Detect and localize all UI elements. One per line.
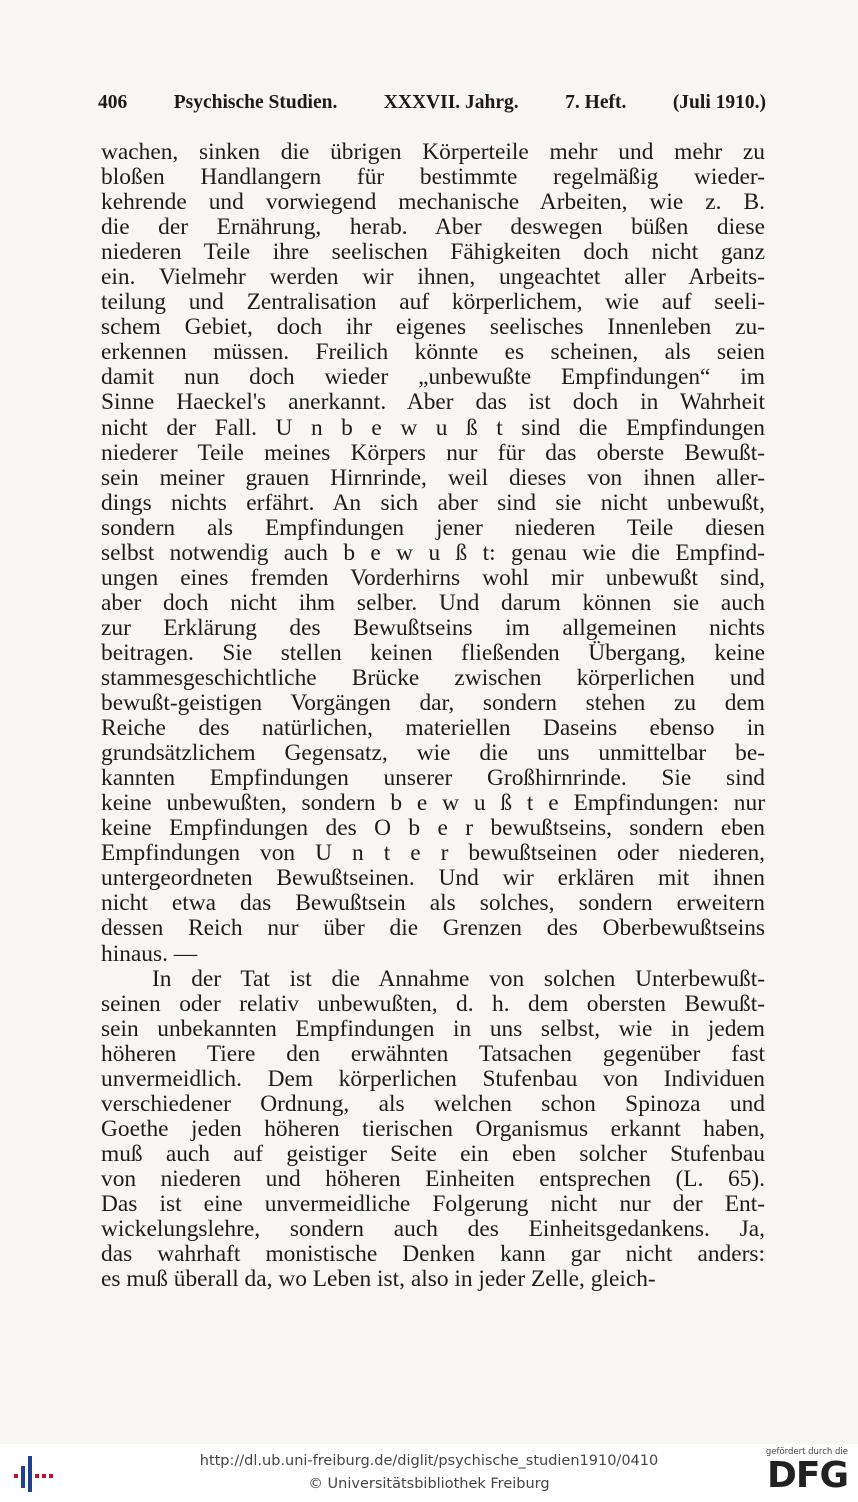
text-line: es muß überall da, wo Leben ist, also in jeder Zelle, gleich- (101, 1267, 656, 1293)
text-line: dessen Reich nur über die Grenzen des Oberbewußtseins (101, 916, 765, 942)
text-line: erkennen müssen. Freilich könnte es scheinen, als seien (101, 340, 765, 366)
viewer-footer (0, 1444, 858, 1502)
text-line: ein. Vielmehr werden wir ihnen, ungeachtet aller Arbeits- (101, 265, 765, 291)
running-header (98, 92, 766, 114)
volume-label: XXXVII. Jahrg. (383, 92, 519, 113)
text-line: aber doch nicht ihm selber. Und darum können sie auch (101, 590, 765, 616)
text-line: kannten Empfindungen unserer Großhirnrinde. Sie sind (101, 766, 765, 792)
text-line: niederen Teile ihre seelischen Fähigkeiten doch nicht ganz (101, 240, 765, 266)
body-text (101, 140, 765, 1292)
text-line: seinen oder relativ unbewußten, d. h. dem obersten Bewußt- (101, 991, 765, 1017)
text-line: kehrende und vorwiegend mechanische Arbeiten, wie z. B. (101, 190, 765, 216)
text-line: selbst notwendig auch b e w u ß t: genau wie die Empfind- (101, 540, 765, 566)
text-line: muß auch auf geistiger Seite ein eben solcher Stufenbau (101, 1141, 765, 1167)
text-line: bloßen Handlangern für bestimmte regelmäßig wieder- (101, 165, 765, 191)
text-line: In der Tat ist die Annahme von solchen Unterbewußt- (152, 966, 765, 992)
issue-date: (Juli 1910.) (672, 92, 766, 113)
text-line: grundsätzlichem Gegensatz, wie die uns unmittelbar be- (101, 741, 765, 767)
text-line: Goethe jeden höheren tierischen Organismus erkannt haben, (101, 1116, 765, 1142)
text-line: niederer Teile meines Körpers nur für das oberste Bewußt- (101, 440, 765, 466)
text-line: nicht etwa das Bewußtsein als solches, sondern erweitern (101, 891, 765, 917)
text-line: hinaus. — (101, 941, 198, 967)
text-line: Sinne Haeckel's anerkannt. Aber das ist doch in Wahrheit (101, 390, 765, 416)
text-line: untergeordneten Bewußtseinen. Und wir erklären mit ihnen (101, 866, 765, 892)
text-line: Reiche des natürlichen, materiellen Daseins ebenso in (101, 716, 765, 742)
text-line: zur Erklärung des Bewußtseins im allgemeinen nichts (101, 615, 765, 641)
page-number: 406 (98, 92, 128, 113)
text-line: sondern als Empfindungen jener niederen Teile diesen (101, 515, 765, 541)
text-line: verschiedener Ordnung, als welchen schon Spinoza und (101, 1091, 765, 1117)
text-line: damit nun doch wieder „unbewußte Empfindungen“ im (101, 365, 765, 391)
text-line: keine Empfindungen des O b e r bewußtseins, sondern eben (101, 816, 765, 842)
text-line: nicht der Fall. U n b e w u ß t sind die Empfindungen (101, 415, 765, 441)
text-line: teilung und Zentralisation auf körperlichem, wie auf seeli- (101, 290, 765, 316)
issue-label: 7. Heft. (565, 92, 627, 113)
source-url[interactable]: http://dl.ub.uni-freiburg.de/diglit/psychische_studien1910/0410 (199, 1453, 659, 1469)
dfg-logo: DFG (766, 1455, 848, 1496)
text-line: sein unbekannten Empfindungen in uns selbst, wie in jedem (101, 1016, 765, 1042)
sponsor-note: gefördert durch die (765, 1447, 848, 1457)
text-line: sein meiner grauen Hirnrinde, weil dieses von ihnen aller- (101, 465, 765, 491)
text-line: stammesgeschichtliche Brücke zwischen körperlichen und (101, 665, 765, 691)
journal-title: Psychische Studien. (173, 92, 338, 113)
text-line: wachen, sinken die übrigen Körperteile mehr und mehr zu (101, 140, 765, 165)
text-line: ungen eines fremden Vorderhirns wohl mir unbewußt sind, (101, 565, 765, 591)
text-line: schem Gebiet, doch ihr eigenes seelisches Innenleben zu- (101, 315, 765, 341)
text-line: von niederen und höheren Einheiten entsprechen (L. 65). (101, 1166, 765, 1192)
text-line: bewußt-geistigen Vorgängen dar, sondern stehen zu dem (101, 691, 765, 717)
text-line: Das ist eine unvermeidliche Folgerung nicht nur der Ent- (101, 1191, 765, 1217)
text-line: dings nichts erfährt. An sich aber sind sie nicht unbewußt, (101, 490, 765, 516)
text-line: beitragen. Sie stellen keinen fließenden Übergang, keine (101, 640, 765, 666)
text-line: wickelungslehre, sondern auch des Einheitsgedankens. Ja, (101, 1217, 765, 1243)
text-line: das wahrhaft monistische Denken kann gar nicht anders: (101, 1242, 765, 1268)
text-line: unvermeidlich. Dem körperlichen Stufenbau von Individuen (101, 1066, 765, 1092)
text-line: Empfindungen von U n t e r bewußtseinen oder niederen, (101, 841, 765, 867)
text-line: höheren Tiere den erwähnten Tatsachen gegenüber fast (101, 1041, 765, 1067)
text-line: die der Ernährung, herab. Aber deswegen büßen diese (101, 215, 765, 241)
text-line: keine unbewußten, sondern b e w u ß t e Empfindungen: nur (101, 791, 765, 817)
copyright-notice: © Universitätsbibliothek Freiburg (308, 1476, 550, 1492)
